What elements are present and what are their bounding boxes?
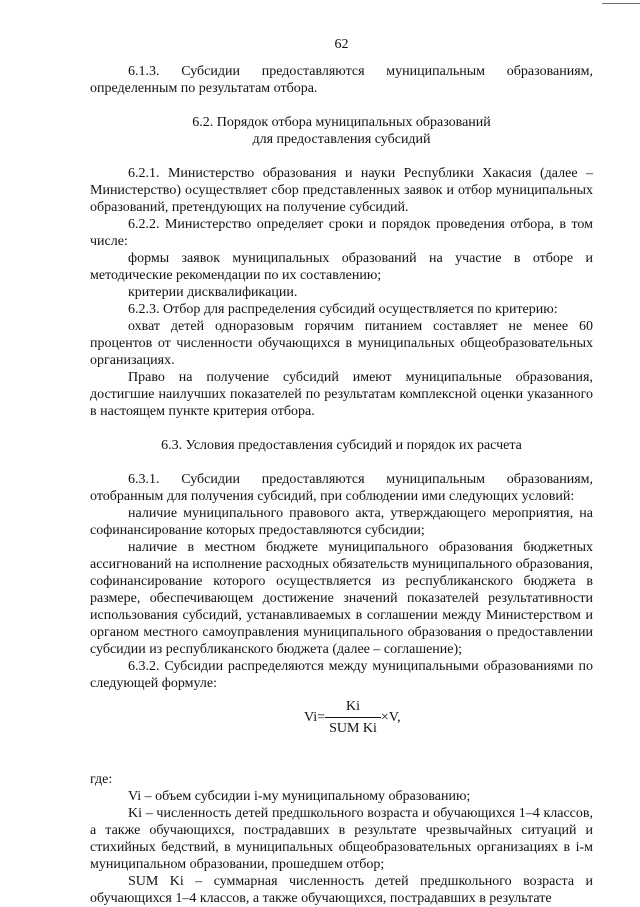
section-heading-6-3: 6.3. Условия предоставления субсидий и порядок их расчета <box>161 438 522 453</box>
paragraph-criteria: критерии дисквалификации. <box>128 285 298 300</box>
paragraph-6-2-1: 6.2.1. Министерство образования и науки Республики Хакасия (далее – Министерство) осуществляет сбор представленных заявок и отбор муниципальных образований, претендующих на получение субсидий. <box>90 166 593 215</box>
corner-scan-mark <box>602 3 640 4</box>
paragraph-forms: формы заявок муниципальных образований на участие в отборе и методические рекомендации по их составлению; <box>90 251 593 283</box>
paragraph-right: Право на получение субсидий имеют муниципальные образования, достигшие наилучших показателей по результатам комплексной оценки указанного в настоящем пункте критерия отбора. <box>90 370 593 419</box>
formula-numerator: Ki <box>345 699 360 714</box>
paragraph-6-1-3: 6.1.3. Субсидии предоставляются муниципальным образованиям, определенным по результатам отбора. <box>90 64 593 96</box>
paragraph-budget: наличие в местном бюджете муниципального образования бюджетных ассигнований на исполнение расходных обязательств муниципального образования, софинансирование которого осуществляется из республиканского бюджета в размере, обеспечивающем достижение значений показателей результативности использования субсидий, устанавливаемых в соглашении между Министерством и органом местного самоуправления муниципального образования о предоставлении субсидии из республиканского бюджета (далее – соглашение); <box>90 540 593 657</box>
paragraph-where: где: <box>90 772 113 787</box>
paragraph-act: наличие муниципального правового акта, утверждающего мероприятия, на софинансирование которых предоставляются субсидии; <box>90 506 593 538</box>
section-heading-6-2-line2: для предоставления субсидий <box>252 132 431 147</box>
formula-denominator: SUM Ki <box>329 721 377 736</box>
paragraph-6-3-1: 6.3.1. Субсидии предоставляются муниципальным образованиям, отобранным для получения субсидий, при соблюдении ими следующих условий: <box>90 472 593 504</box>
paragraph-6-3-2: 6.3.2. Субсидии распределяются между муниципальными образованиями по следующей формуле: <box>90 659 593 691</box>
paragraph-6-2-3: 6.2.3. Отбор для распределения субсидий осуществляется по критерию: <box>128 302 558 317</box>
document-page <box>90 36 593 907</box>
formula-rhs: ×V, <box>380 710 401 725</box>
paragraph-ki: Ki – численность детей предшкольного возраста и обучающихся 1–4 классов, а также обучающихся, пострадавших в результате чрезвычайных ситуаций и стихийных бедствий, в муниципальных общеобразовательных организациях в i-м муниципальном образовании, прошедшем отбор; <box>90 806 593 872</box>
fraction-bar <box>325 717 381 718</box>
paragraph-6-2-2: 6.2.2. Министерство определяет сроки и порядок проведения отбора, в том числе: <box>90 217 593 249</box>
formula-fraction <box>325 698 381 737</box>
paragraph-vi: Vi – объем субсидии i-му муниципальному образованию; <box>128 789 471 804</box>
formula <box>90 698 593 737</box>
paragraph-coverage: охват детей одноразовым горячим питанием составляет не менее 60 процентов от численности обучающихся в муниципальных общеобразовательных организациях. <box>90 319 593 368</box>
formula-lhs: Vi= <box>304 710 326 725</box>
paragraph-sum-ki: SUM Ki – суммарная численность детей предшкольного возраста и обучающихся 1–4 классов, а также обучающихся, пострадавших в результате <box>90 874 593 906</box>
section-heading-6-2-line1: 6.2. Порядок отбора муниципальных образований <box>192 115 491 130</box>
page-number: 62 <box>334 37 349 52</box>
